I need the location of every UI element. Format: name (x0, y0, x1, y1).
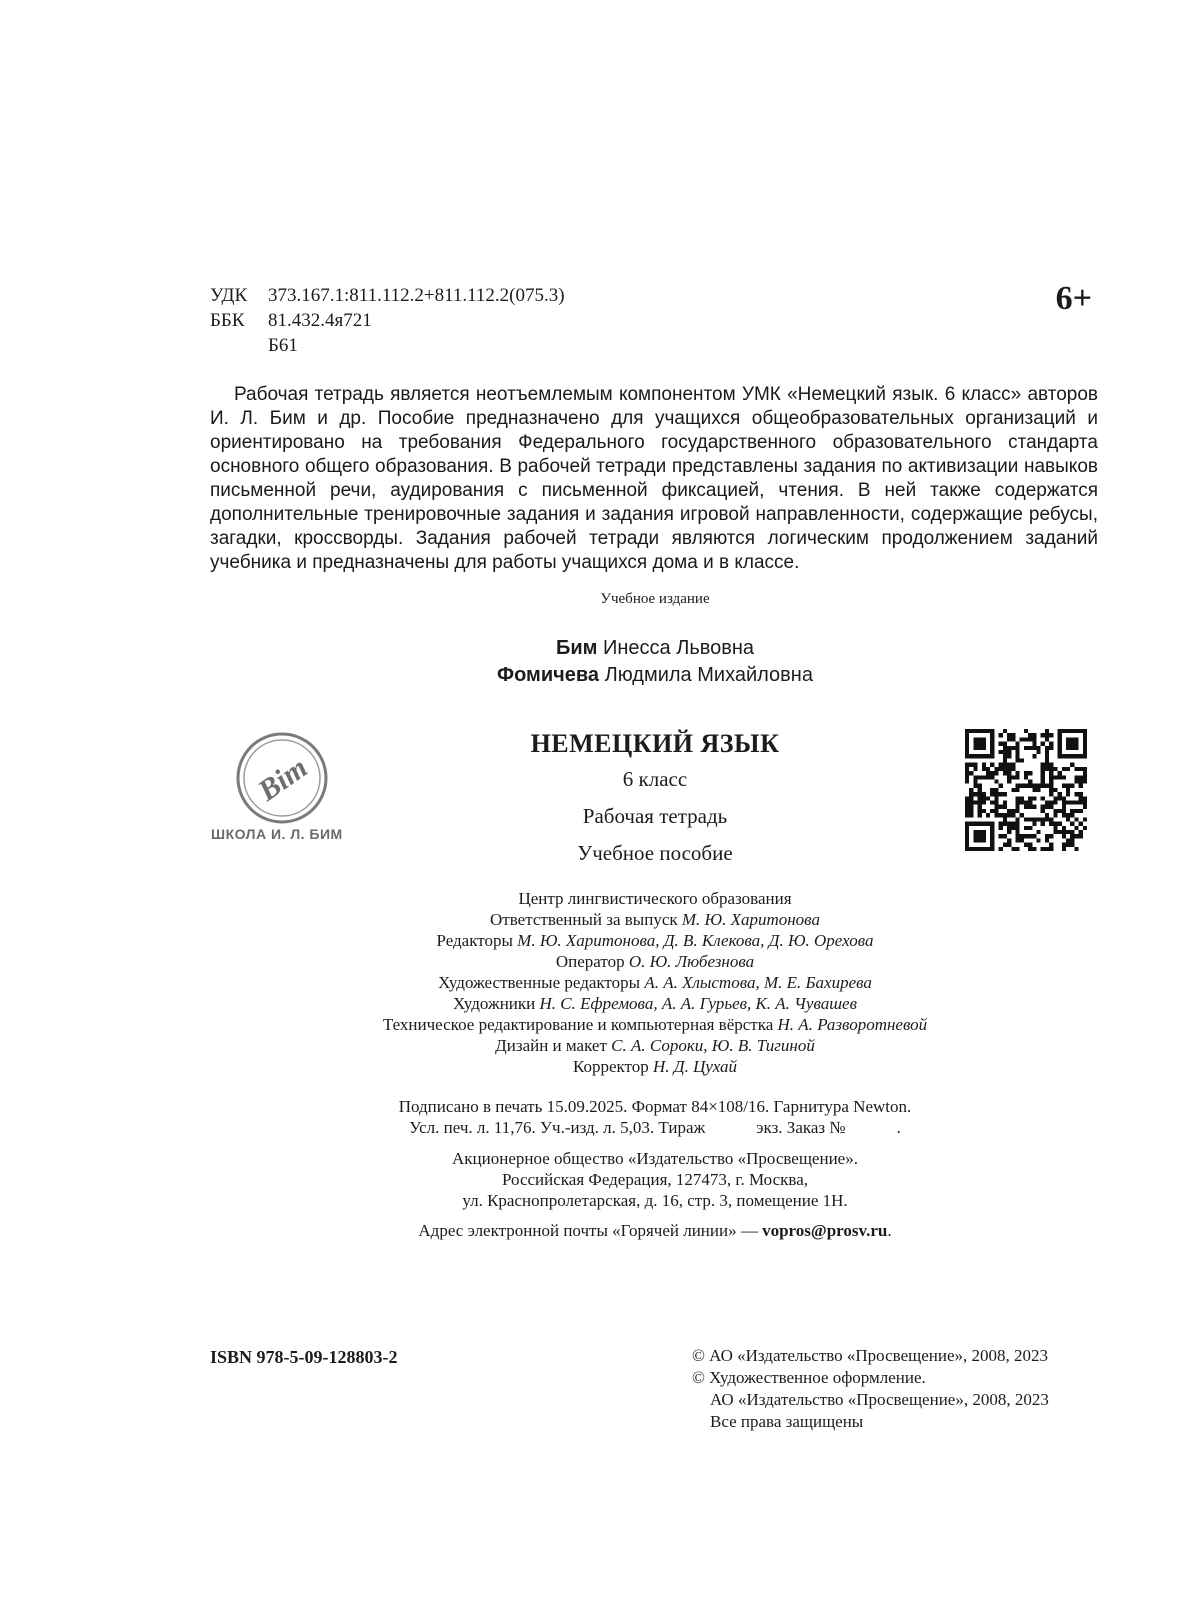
annotation (210, 383, 1098, 575)
imprint-line: Усл. печ. л. 11,76. Уч.-изд. л. 5,03. Тираж экз. Заказ № . (409, 1118, 901, 1137)
imprint-line: Подписано в печать 15.09.2025. Формат 84×108/16. Гарнитура Newton. (398, 1097, 912, 1116)
hotline: Адрес электронной почты «Горячей линии» — vopros@prosv.ru. (418, 1221, 892, 1240)
age-rating: 6+ (1055, 280, 1092, 317)
credit-line (0, 1035, 1200, 1056)
credit-role: Центр лингвистического образования (518, 889, 792, 908)
copyright-line: © АО «Издательство «Просвещение», 2008, 2023 (692, 1346, 1049, 1365)
hotline-text: Адрес электронной почты «Горячей линии» — (418, 1221, 763, 1240)
credit-line (0, 993, 1200, 1014)
edition-type: Учебное издание (600, 591, 710, 607)
author-1-name: Инесса Львовна (602, 637, 755, 659)
author-2-surname: Фомичева (497, 664, 600, 686)
author-2 (0, 664, 1200, 687)
copyright-line: АО «Издательство «Просвещение», 2008, 2023 (710, 1390, 1049, 1409)
credit-names: М. Ю. Харитонова, Д. В. Клекова, Д. Ю. Орехова (517, 931, 874, 950)
credit-names: Н. А. Разворотневой (777, 1015, 928, 1034)
credit-role: Ответственный за выпуск (490, 910, 678, 929)
credit-role: Художественные редакторы (438, 973, 641, 992)
credit-names: С. А. Сороки, Ю. В. Тигиной (611, 1036, 815, 1055)
credit-role: Художники (453, 994, 536, 1013)
isbn: ISBN 978-5-09-128803-2 (210, 1347, 398, 1367)
author-1-surname: Бим (555, 637, 598, 659)
copyright-line: Все права защищены (710, 1412, 864, 1431)
qr-code-icon (965, 729, 1087, 851)
publisher-line: Акционерное общество «Издательство «Просвещение». (452, 1149, 858, 1168)
bbk-value: 81.432.4я721 (268, 310, 372, 331)
copyright-block (692, 1345, 1049, 1433)
credit-role: Оператор (555, 952, 625, 971)
hotline-email[interactable]: vopros@prosv.ru (762, 1221, 888, 1240)
author-mark: Б61 (268, 335, 298, 356)
publisher-line: Российская Федерация, 127473, г. Москва, (502, 1170, 808, 1189)
credit-line (0, 888, 1200, 909)
credit-line (0, 972, 1200, 993)
book-category: Учебное пособие (577, 841, 733, 865)
logo-monogram: Bim (252, 750, 314, 808)
annotation-text: Рабочая тетрадь является неотъемлемым компонентом УМК «Немецкий язык. 6 класс» авторов И. Л. Бим и др. Пособие предназначено для учащихся общеобразовательных организаций и ориентировано на требования Федерального государственного образовательного стандарта основного общего образования. В рабочей тетради представлены задания по активизации навыков письменной речи, аудирования с письменной фиксацией, чтения. В ней также содержатся дополнительные тренировочные задания и задания игровой направленности, содержащие ребусы, загадки, кроссворды. Задания рабочей тетради являются логическим продолжением заданий учебника и предназначены для работы учащихся дома и в классе. (210, 384, 1098, 573)
udk-label: УДК (210, 285, 248, 306)
udk-value: 373.167.1:811.112.2+811.112.2(075.3) (268, 285, 565, 306)
classification-block (210, 283, 565, 358)
credit-names: Н. С. Ефремова, А. А. Гурьев, К. А. Чувашев (539, 994, 857, 1013)
credit-line (0, 909, 1200, 930)
author-1 (0, 637, 1200, 660)
credit-role: Корректор (572, 1057, 649, 1076)
credit-names: Н. Д. Цухай (653, 1057, 738, 1076)
book-kind: Рабочая тетрадь (582, 804, 728, 828)
book-title: НЕМЕЦКИЙ ЯЗЫК (530, 729, 780, 758)
credit-names: О. Ю. Любезнова (628, 952, 755, 971)
copyright-line: © Художественное оформление. (692, 1368, 926, 1387)
credit-names: А. А. Хлыстова, М. Е. Бахирева (644, 973, 872, 992)
credit-line (0, 951, 1200, 972)
credit-role: Редакторы (436, 931, 513, 950)
credit-names: М. Ю. Харитонова (681, 910, 820, 929)
credit-line (0, 930, 1200, 951)
credit-line (0, 1014, 1200, 1035)
author-2-name: Людмила Михайловна (604, 664, 813, 686)
credit-role: Дизайн и макет (495, 1036, 607, 1055)
publisher-line: ул. Краснопролетарская, д. 16, стр. 3, помещение 1Н. (462, 1191, 848, 1210)
grade: 6 класс (622, 767, 688, 791)
logo-caption: ШКОЛА И. Л. БИМ (211, 826, 343, 842)
bbk-label: ББК (210, 310, 245, 331)
credit-role: Техническое редактирование и компьютерная вёрстка (382, 1015, 774, 1034)
credit-line (0, 1056, 1200, 1077)
